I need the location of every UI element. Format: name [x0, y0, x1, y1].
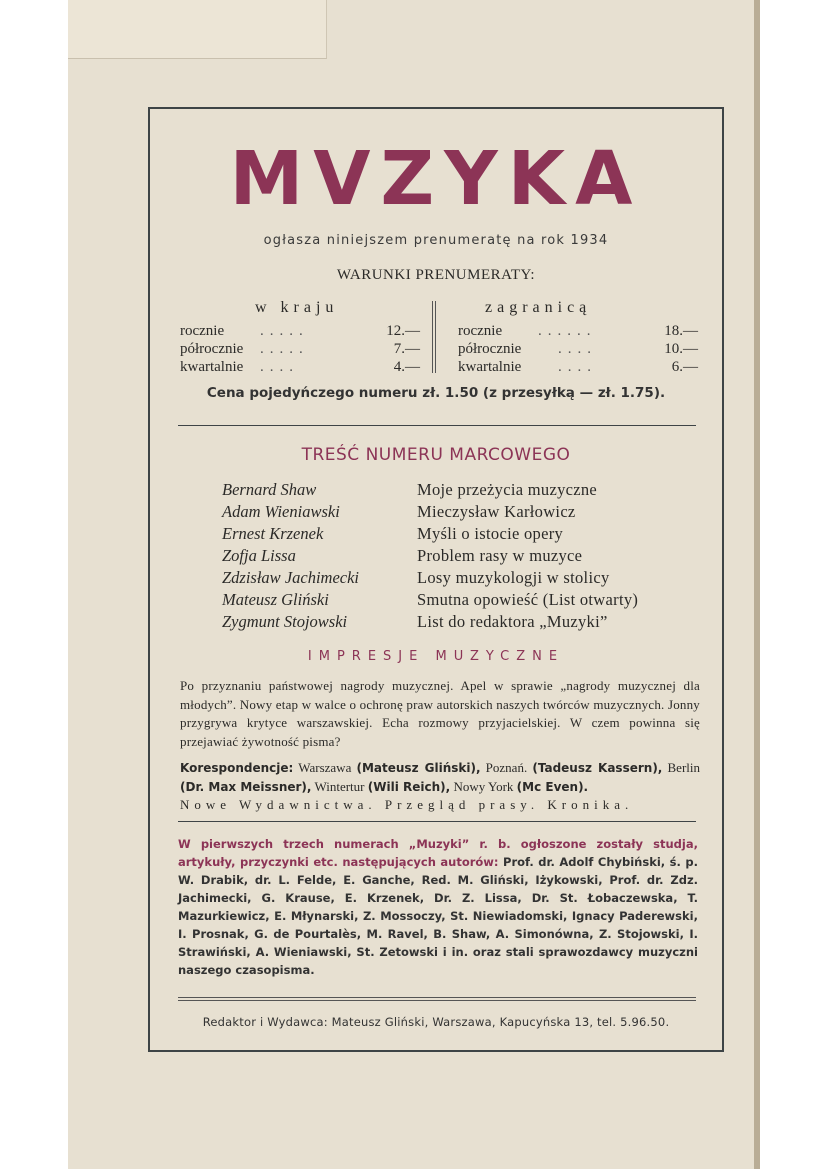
divider-rule [178, 821, 696, 822]
authors-intro: W pierwszych trzech numerach „Muzyki” r. b. ogłoszone zostały studja, artykuły, przyczynki etc. następujących autorów: [178, 837, 698, 869]
authors-list: Prof. dr. Adolf Chybiński, ś. p. W. Drabik, dr. L. Felde, E. Ganche, Red. M. Gliński, Iżykowski, Prof. dr. Zdz. Jachimecki, G. Krause, E. Krzenek, Dr. Z. Lissa, Dr. St. Łobaczewska, T. Mazurkiewicz, E. Młynarski, Z. Mossoczy, St. Niewiadomski, Ignacy Paderewski, I. Prosnak, G. de Pourtalès, M. Ravel, B. Shaw, A. Simonówna, Z. Stojowski, I. Strawiński, A. Wieniawski, St. Zetowski i in. oraz stali sprawozdawcy muzyczni naszego czasopisma. [178, 855, 698, 977]
authors-block [178, 835, 698, 979]
period-name: rocznie [180, 323, 225, 339]
article-title: Losy muzykologji w stolicy [417, 568, 610, 587]
page-edge [754, 0, 760, 1169]
city: Nowy York [453, 778, 514, 794]
period-price: 4.— [393, 359, 420, 375]
period-price: 10.— [664, 341, 698, 357]
article-title: Moje przeżycia muzyczne [417, 480, 598, 499]
correspondent: (Dr. Max Meissner), [180, 779, 312, 794]
abroad-label: zagranicą [485, 299, 592, 316]
advertisement-frame [148, 107, 724, 1052]
period-price: 7.— [393, 341, 420, 357]
subscription-heading: WARUNKI PRENUMERATY: [336, 267, 536, 283]
contents-item [222, 523, 692, 545]
article-author: Zdzisław Jachimecki [222, 568, 360, 587]
abroad-row: półrocznie .... 10.— [458, 341, 698, 357]
period-name: półrocznie [180, 341, 244, 357]
divider-rule [178, 425, 696, 426]
correspondence-line [180, 759, 700, 815]
article-title: Smutna opowieść (List otwarty) [417, 590, 639, 609]
contents-item [222, 479, 692, 501]
contents-item [222, 589, 692, 611]
correspondent: (Wili Reich), [367, 779, 451, 794]
article-title: Mieczysław Karłowicz [417, 502, 576, 521]
city: Wintertur [314, 778, 365, 794]
subscription-announcement: ogłasza niniejszem prenumeratę na rok 1934 [263, 233, 609, 248]
article-author: Mateusz Gliński [222, 590, 329, 609]
divider-rule [178, 1000, 696, 1001]
article-title: Problem rasy w muzyce [417, 546, 583, 565]
contents-item [222, 501, 692, 523]
folded-corner [68, 0, 327, 59]
city: Warszawa [298, 760, 352, 775]
city: Poznań. [485, 760, 528, 775]
period-price: 6.— [671, 359, 698, 375]
article-title: List do redaktora „Muzyki” [417, 612, 608, 631]
correspondent: (Mc Even). [516, 779, 589, 794]
abroad-row: kwartalnie .... 6.— [458, 359, 698, 375]
correspondent: (Tadeusz Kassern), [532, 761, 663, 775]
single-issue-price: Cena pojedyńczego numeru zł. 1.50 (z przesyłką — zł. 1.75). [206, 385, 666, 401]
abroad-row: rocznie ...... 18.— [458, 323, 698, 339]
period-name: kwartalnie [458, 359, 522, 375]
article-author: Ernest Krzenek [222, 524, 324, 543]
article-title: Myśli o istocie opery [417, 524, 564, 543]
impressions-text: Po przyznaniu państwowej nagrody muzycznej. Apel w sprawie „nagrody muzycznej dla młodych”. Nowy etap w walce o ochronę praw autorskich naszych twórców muzycznych. Jonny przygrywa krytyce warszawskiej. Echa rozmowy przyjacielskiej. W czem powinna się przejawiać żywotność pisma? [180, 678, 700, 749]
contents-heading: TREŚĆ NUMERU MARCOWEGO [301, 445, 571, 465]
contents-item [222, 545, 692, 567]
article-author: Bernard Shaw [222, 480, 317, 499]
contents-item [222, 611, 692, 633]
publisher-footer: Redaktor i Wydawca: Mateusz Gliński, Warszawa, Kapucyńska 13, tel. 5.96.50. [202, 1015, 670, 1029]
impressions-heading: IMPRESJE MUZYCZNE [307, 649, 565, 664]
domestic-label: w kraju [255, 299, 339, 316]
magazine-title: MVZYKA [229, 136, 643, 222]
period-name: półrocznie [458, 341, 522, 357]
divider-rule [178, 997, 696, 998]
domestic-row: rocznie ..... 12.— [180, 323, 420, 339]
city: Berlin [667, 760, 700, 775]
column-divider [432, 301, 436, 373]
period-name: kwartalnie [180, 359, 244, 375]
article-author: Zygmunt Stojowski [222, 612, 348, 631]
domestic-row: kwartalnie .... 4.— [180, 359, 420, 375]
correspondence-label: Korespondencje: [180, 761, 294, 775]
article-author: Adam Wieniawski [222, 502, 340, 521]
period-price: 18.— [664, 323, 698, 339]
period-name: rocznie [458, 323, 503, 339]
period-price: 12.— [386, 323, 420, 339]
correspondent: (Mateusz Gliński), [356, 761, 481, 775]
article-author: Zofja Lissa [222, 546, 296, 565]
regular-sections: Nowe Wydawnictwa. Przegląd prasy. Kronika. [180, 797, 634, 812]
contents-item [222, 567, 692, 589]
domestic-row: półrocznie ..... 7.— [180, 341, 420, 357]
